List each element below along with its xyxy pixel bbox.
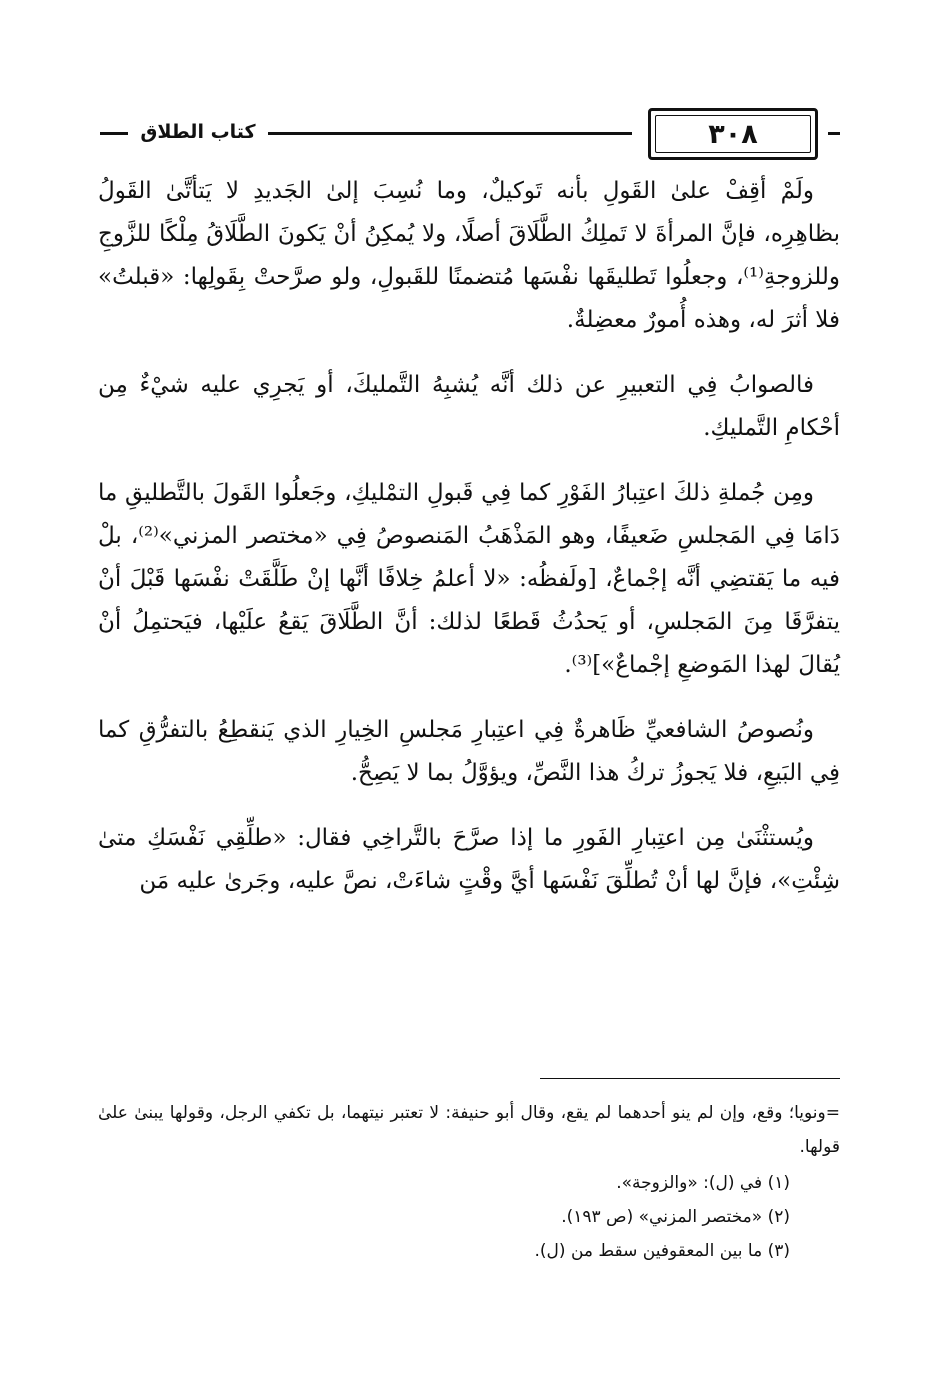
header-rule-middle [268, 132, 632, 135]
footnote-item: (٣) ما بين المعقوفين سقط من (ل). [534, 1241, 790, 1261]
paragraph: فالصوابُ فِي التعبيرِ عن ذلك أنَّه يُشبِهُ التَّمليكَ، أو يَجرِي عليه شيْءٌ مِن أحْكامِ التَّمليكِ. [98, 372, 840, 441]
paragraph: ويُستثْنَىٰ مِن اعتِبارِ الفَورِ ما إذا صرَّحَ بالتَّراخِي فقال: «طلِّقِي نَفْسَكِ متىٰ شِئْتِ»، فإنَّ لها أنْ تُطلِّقَ نَفْسَها أيَّ وقْتٍ شاءَتْ، نصَّ عليه، وجَرىٰ عليه مَن [98, 825, 840, 894]
book-title: كتاب الطلاق [140, 121, 256, 143]
footnote-continuation: =ونويا؛ وقع، وإن لم ينو أحدهما لم يقع، وقال أبو حنيفة: لا تعتبر نيتهما، بل تكفي الرجل، وقولها يبنىٰ علىٰ قولها. [98, 1103, 840, 1157]
paragraph: ولَمْ أقِفْ علىٰ القَولِ بأنه تَوكيلٌ، وما نُسِبَ إلىٰ الجَديدِ لا يَتأتَّىٰ القَولُ بظاهِرِه، فإنَّ المرأةَ لا تَملِكُ الطَّلَاقَ أصلًا، ولا يُمكِنُ أنْ يَكونَ الطَّلَاقُ مِلْكًا للزَّوجِ وللزوجةِ⁽¹⁾، وجعلُوا تَطليقَها نفْسَها مُتضمنًا للقَبولِ، ولو صرَّحتْ بِقَولِها: «قبلتُ» فلا أثرَ له، وهذه أُمورٌ معضِلةٌ. [98, 178, 840, 333]
header-rule-left [100, 132, 128, 135]
footnotes [98, 1096, 840, 1268]
footnote-item: (٢) «مختصر المزني» (ص ١٩٣). [561, 1207, 790, 1227]
page-header [100, 106, 840, 164]
footnote-separator [540, 1078, 840, 1079]
footnote-item: (١) في (ل): «والزوجة». [616, 1173, 790, 1193]
paragraph: ونُصوصُ الشافعيِّ ظَاهرةٌ فِي اعتِبارِ مَجلسِ الخِيارِ الذي يَنقطِعُ بالتفرُّقِ كما فِي البَيعِ، فلا يَجوزُ تركُ هذا النَّصِّ، ويؤوَّلُ بما لا يَصِحُّ. [98, 717, 840, 786]
header-rule-right [828, 132, 840, 135]
page-number-frame [648, 108, 818, 160]
main-text [98, 170, 840, 903]
page-number: ٣٠٨ [708, 118, 758, 150]
paragraph: ومِن جُملةِ ذلكَ اعتِبارُ الفَوْرِ كما فِي قَبولِ التمْليكِ، وجَعلُوا القَولَ بالتَّطليقِ ما دَامَا فِي المَجلسِ ضَعيفًا، وهو المَذْهَبُ المَنصوصُ فِي «مختصر المزني»⁽²⁾، بلْ فيه ما يَقتضِي أنَّه إجْماعٌ، [ولَفظُه: «لا أعلمُ خِلافًا أنَّها إنْ طَلَّقَتْ نفْسَها قَبْلَ أنْ يتفرَّقَا مِنَ المَجلسِ، أو يَحدُثُ قَطعًا لذلك: أنَّ الطَّلَاقَ يَقعُ علَيْها، فيَحتمِلُ أنْ يُقالَ لهذا المَوضعِ إجْماعٌ»]⁽³⁾. [98, 480, 841, 678]
